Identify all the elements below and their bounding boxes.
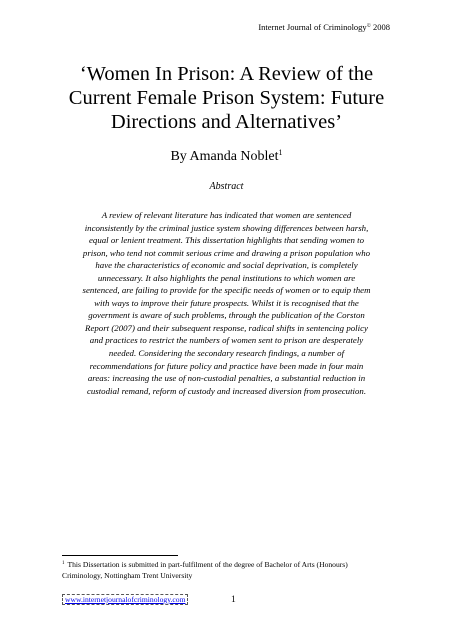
- page-footer: [62, 594, 392, 608]
- abstract-line: A review of relevant literature has indicated that women are sentenced: [101, 210, 352, 220]
- footnote-divider: [62, 555, 178, 556]
- paper-title: [40, 62, 413, 134]
- title-line: ‘Women In Prison: A Review of the: [79, 63, 374, 85]
- running-header: [258, 22, 390, 32]
- abstract-line: government is aware of such problems, through the publication of the Corston: [88, 310, 365, 321]
- journal-name: Internet Journal of Criminology: [258, 22, 367, 32]
- footnote-line: Criminology, Nottingham Trent University: [62, 570, 193, 580]
- abstract-heading: Abstract: [209, 181, 244, 192]
- abstract-line: areas: increasing the use of non-custodial penalties, a substantial reduction in: [87, 373, 366, 384]
- footnote-line: [62, 559, 392, 571]
- abstract-line: Report (2007) and their subsequent response, radical shifts in sentencing policy: [85, 322, 368, 333]
- title-line: Current Female Prison System: Future: [68, 87, 385, 109]
- abstract-line: have the characteristics of economic and social deprivation, is completely: [95, 260, 358, 271]
- journal-website-link[interactable]: www.internetjournalofcriminology.com: [62, 594, 188, 605]
- author-name: By Amanda Noblet: [170, 149, 279, 164]
- footnote-number: 1: [62, 561, 65, 566]
- footnote-text: This Dissertation is submitted in part-fulfilment of the degree of Bachelor of Arts (Honours): [67, 560, 348, 569]
- journal-year: 2008: [373, 22, 390, 32]
- copyright-mark: ©: [366, 23, 371, 29]
- abstract-body: [55, 209, 398, 397]
- page-number: 1: [231, 595, 236, 605]
- author-byline: [0, 148, 453, 165]
- abstract-line: prison, who tend not commit serious crime and drawing a prison population who: [82, 247, 371, 258]
- abstract-line: and practices to restrict the numbers of women sent to prison are desperately: [89, 335, 364, 346]
- footnote-marker: 1: [278, 148, 283, 157]
- abstract-line: equal or lenient treatment. This dissertation highlights that sending women to: [88, 235, 365, 246]
- abstract-line: unnecessary. It also highlights the penal institutions to which women are: [97, 272, 356, 283]
- abstract-line: custodial remand, reform of custody and increased diversion from prosecution.: [86, 385, 367, 396]
- abstract-line: needed. Considering the secondary research findings, a number of: [108, 348, 345, 359]
- abstract-line: sentenced, are failing to provide for the specific needs of women or to equip them: [82, 285, 371, 296]
- abstract-line: inconsistently by the criminal justice system showing differences between harsh,: [84, 222, 369, 233]
- abstract-line: with ways to improve their future prospects. Whilst it is recognised that the: [94, 297, 359, 308]
- footnote: [62, 559, 392, 581]
- title-line: Directions and Alternatives’: [110, 111, 343, 133]
- abstract-line: recommendations for future policy and practice have been made in four main: [89, 360, 364, 371]
